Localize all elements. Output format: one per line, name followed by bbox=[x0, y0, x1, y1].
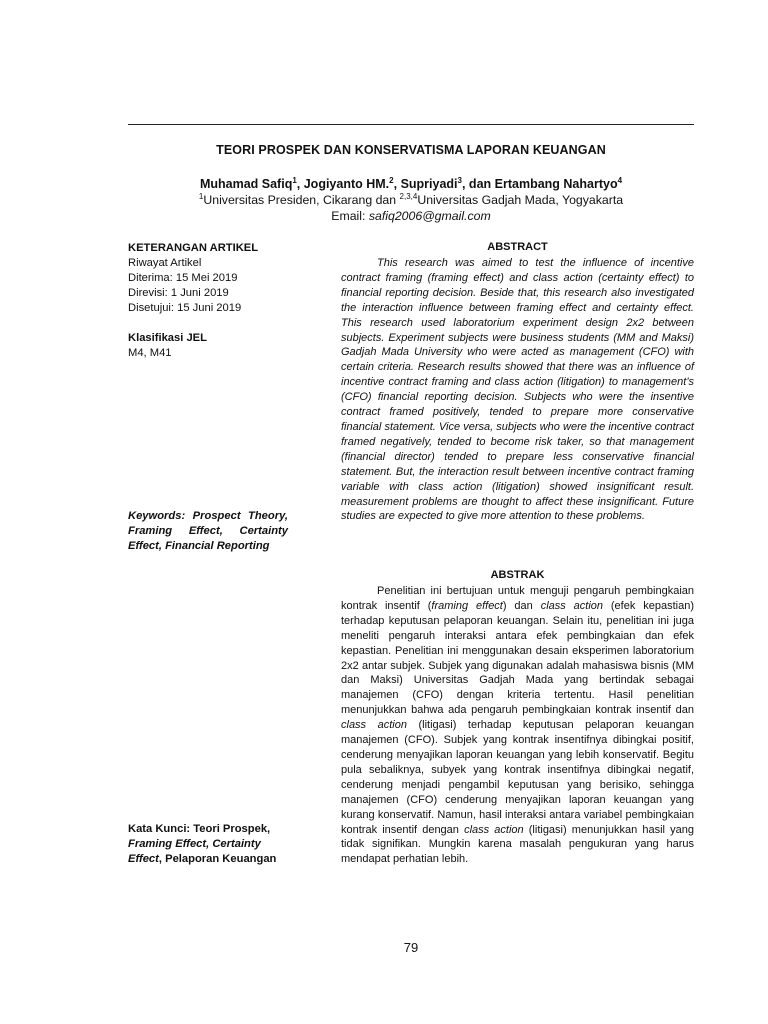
accepted-date: Disetujui: 15 Juni 2019 bbox=[128, 302, 242, 314]
affiliation-institution: Universitas Presiden, Cikarang dan bbox=[203, 193, 400, 207]
article-info bbox=[128, 241, 288, 316]
abstrak-text: Penelitian ini bertujuan untuk menguji pengaruh pembingkaian kontrak insentif ( bbox=[341, 585, 694, 612]
header-rule bbox=[128, 124, 694, 125]
kata-kunci-label: Kata Kunci: bbox=[128, 823, 191, 835]
author-sup: 2 bbox=[389, 175, 394, 185]
received-date: Diterima: 15 Mei 2019 bbox=[128, 272, 238, 284]
jel-heading: Klasifikasi JEL bbox=[128, 332, 207, 344]
abstrak-text: ) dan bbox=[502, 599, 541, 612]
affiliation-institution: Universitas Gadjah Mada, Yogyakarta bbox=[417, 193, 624, 207]
abstrak-italic-term: framing effect bbox=[431, 599, 503, 612]
keywords-indonesian bbox=[128, 822, 288, 867]
kata-kunci-term: , Pelaporan Keuangan bbox=[158, 853, 277, 865]
abstract-heading: ABSTRACT bbox=[487, 241, 548, 253]
article-title: TEORI PROSPEK DAN KONSERVATISMA LAPORAN KEUANGAN bbox=[216, 143, 606, 157]
keywords-text: Prospect Theory, Framing Effect, Certainty Effect, Financial Reporting bbox=[128, 510, 288, 552]
author-name: Muhamad Safiq bbox=[199, 177, 293, 191]
email-label: Email: bbox=[331, 209, 369, 223]
kata-kunci-term: Teori Prospek, bbox=[193, 823, 271, 835]
affiliation-sup: 1 bbox=[198, 191, 204, 201]
jel-classification bbox=[128, 331, 288, 361]
author-sup: 4 bbox=[617, 175, 623, 185]
affiliation-sup: 2,3,4 bbox=[399, 191, 418, 201]
page-number: 79 bbox=[403, 940, 419, 955]
abstrak-italic-term: class action bbox=[341, 719, 407, 732]
article-info-heading: KETERANGAN ARTIKEL bbox=[128, 242, 259, 254]
abstrak-text: (litigasi) terhadap keputusan pelaporan keuangan manajemen (CFO). Subjek yang kontrak insentifnya dibingkai positif, cenderung menyajikan laporan keuangan yang lebih konservatif. Begitu pula sebaliknya, subyek yang kontrak insentifnya dibingkai negatif, cenderung menjadi pengambil keputusan yang berisiko, sehingga manajemen (CFO) cenderung menyajikan laporan keuangan yang kurang konservatif. Namun, hasil interaksi antara variabel pembingkaian kontrak insentif dengan bbox=[341, 719, 694, 836]
author-sup: 1 bbox=[292, 175, 297, 185]
author-name: Supriyadi bbox=[400, 177, 458, 191]
author-conjunction: , dan bbox=[461, 177, 495, 191]
author-name: Ertambang Nahartyo bbox=[494, 177, 618, 191]
abstrak-italic-term: class action bbox=[464, 823, 524, 836]
article-history-label: Riwayat Artikel bbox=[128, 257, 202, 269]
abstrak-heading: ABSTRAK bbox=[490, 569, 545, 581]
abstrak-text: (litigasi) menunjukkan hasil yang tidak signifikan. Mungkin karena masalah pengukuran yang harus mendapat perhatian lebih. bbox=[341, 823, 694, 866]
revised-date: Direvisi: 1 Juni 2019 bbox=[128, 287, 229, 299]
kata-kunci-term: Framing Effect, Certainty Effect bbox=[128, 838, 261, 865]
email-address: safiq2006@gmail.com bbox=[368, 209, 491, 223]
author-list bbox=[128, 177, 694, 191]
affiliation-line bbox=[128, 193, 694, 207]
author-name: Jogiyanto HM. bbox=[303, 177, 390, 191]
author-separator: , bbox=[296, 177, 304, 191]
email-line bbox=[128, 209, 694, 223]
keywords-label: Keywords: bbox=[128, 510, 186, 522]
author-separator: , bbox=[393, 177, 401, 191]
abstrak-text: (efek kepastian) terhadap keputusan pelaporan keuangan. Selain itu, penelitian ini juga meneliti pengaruh interaksi antara efek pembingkaian dan efek kepastian. Penelitian ini menggunakan desain eksperimen laboratorium 2x2 antar subjek. Subjek yang digunakan adalah mahasiswa bisnis (MM dan Maksi) Universitas Gadjah Mada yang bertindak sebagai manajemen (CFO) dengan kriteria tertentu. Hasil penelitian menunjukkan bahwa ada pengaruh pembingkaian kontrak insentif dan bbox=[341, 599, 694, 717]
abstract-english-body: This research was aimed to test the influence of incentive contract framing (framing effect) and class action (certainty effect) to financial reporting decision. Beside that, this research also investigated the interaction influence between framing effect and certainty effect. This research used laboratorium experiment design 2x2 between subjects. Experiment subjects were business students (MM and Maksi) Gadjah Mada University who were acted as management (CFO) with certain criteria. Research results showed that there was an influence of incentive contract framing and class action (litigation) to management’s (CFO) financial reporting decision. Subjects who were the insentive contract framed positively, tended to prepare more conservative financial statement. Vice versa, subjects who were the incentive contract framed negatively, tended to become risk taker, so that management (financial director) tended to prepare less conservative financial statement. But, the interaction result between incentive contract framing variable with class action (litigation) showed insignificant result. measurement problems are thought to affect these insignificant. Future studies are expected to give more attention to these problems. bbox=[341, 257, 694, 523]
jel-codes: M4, M41 bbox=[128, 347, 172, 359]
abstrak-italic-term: class action bbox=[540, 599, 603, 612]
keywords-english bbox=[128, 509, 288, 554]
author-sup: 3 bbox=[457, 175, 462, 185]
abstrak-indonesian-body bbox=[341, 584, 694, 867]
